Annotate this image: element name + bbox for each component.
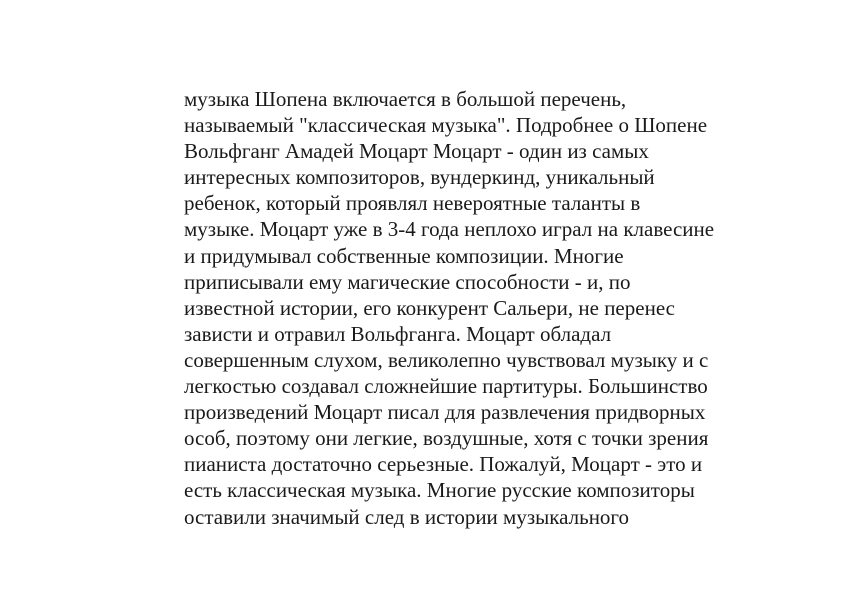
text-line: особ, поэтому они легкие, воздушные, хотя с точки зрения: [184, 426, 709, 451]
text-line: Вольфганг Амадей Моцарт Моцарт - один из самых: [184, 139, 649, 164]
text-line: легкостью создавал сложнейшие партитуры. Большинство: [184, 374, 708, 399]
text-line: пианиста достаточно серьезные. Пожалуй, Моцарт - это и: [184, 452, 703, 477]
text-line: музыка Шопена включается в большой перечень,: [184, 87, 627, 111]
body-paragraph: [184, 86, 784, 530]
text-line: произведений Моцарт писал для развлечения придворных: [184, 400, 706, 425]
text-line: известной истории, его конкурент Сальери, не перенес: [184, 295, 675, 320]
text-line: приписывали ему магические способности - и, по: [184, 269, 631, 294]
text-line: зависти и отравил Вольфганга. Моцарт обладал: [184, 321, 612, 346]
text-line: совершенным слухом, великолепно чувствовал музыку и с: [184, 347, 709, 372]
text-line: интересных композиторов, вундеркинд, уникальный: [184, 165, 655, 190]
text-line: ребенок, который проявлял невероятные таланты в: [184, 191, 641, 216]
text-line: оставили значимый след в истории музыкального: [184, 504, 630, 529]
text-line: и придумывал собственные композиции. Многие: [184, 243, 624, 268]
text-line: называемый "классическая музыка". Подробнее о Шопене: [184, 113, 708, 138]
text-line: есть классическая музыка. Многие русские композиторы: [184, 478, 695, 503]
text-line: музыке. Моцарт уже в 3-4 года неплохо играл на клавесине: [184, 217, 715, 242]
